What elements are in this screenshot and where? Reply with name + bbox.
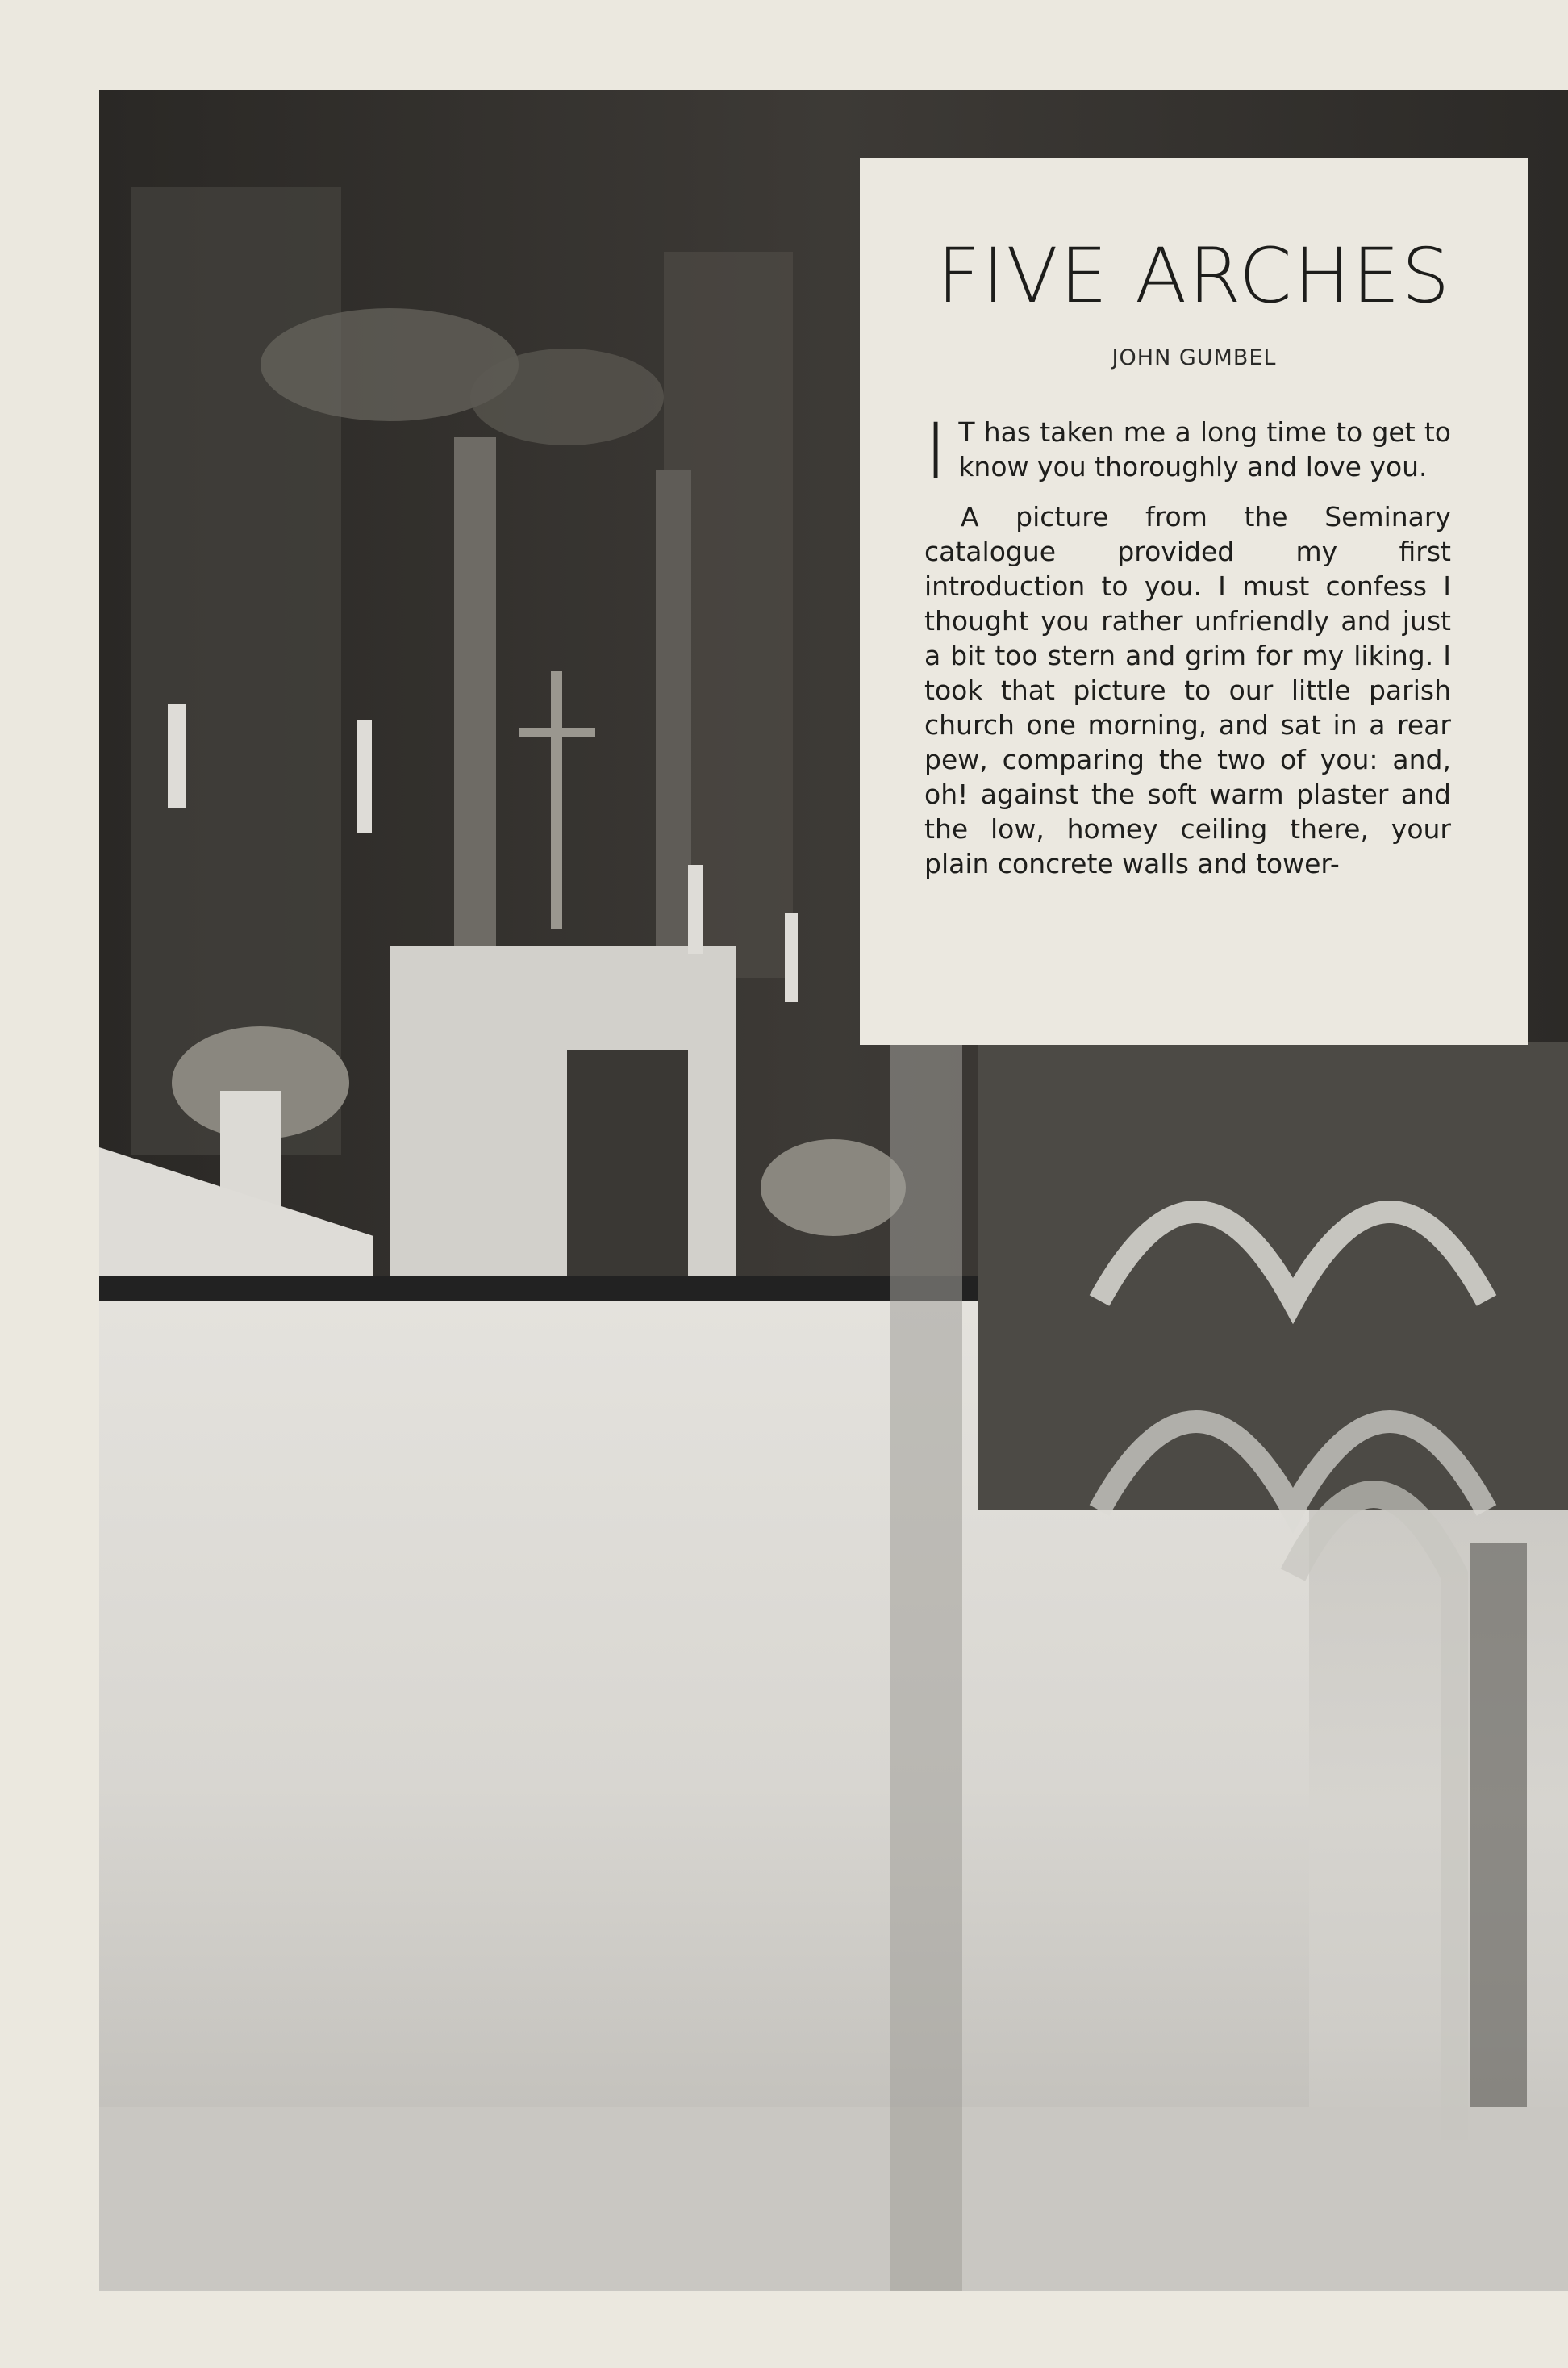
paragraph-2: A picture from the Seminary catalogue provided my first introduction to you. I must confess I thought you rather unfriendly and just a bit too stern and grim for my liking. I took that picture to our little parish church one morning, and sat in a rear pew, comparing the two of you: and, oh! against the soft warm plaster and the low, homey ceiling there, your plain concrete walls and tower- — [924, 501, 1451, 879]
paragraph-1 — [924, 407, 1451, 497]
article-body — [924, 407, 1451, 896]
title-panel — [860, 158, 1528, 1045]
article-title: FIVE ARCHES — [936, 232, 1452, 320]
article-author: JOHN GUMBEL — [1111, 345, 1277, 370]
drop-cap: I — [924, 407, 948, 497]
paragraph-1-text: T has taken me a long time to get to know you thoroughly and love you. — [958, 416, 1451, 482]
